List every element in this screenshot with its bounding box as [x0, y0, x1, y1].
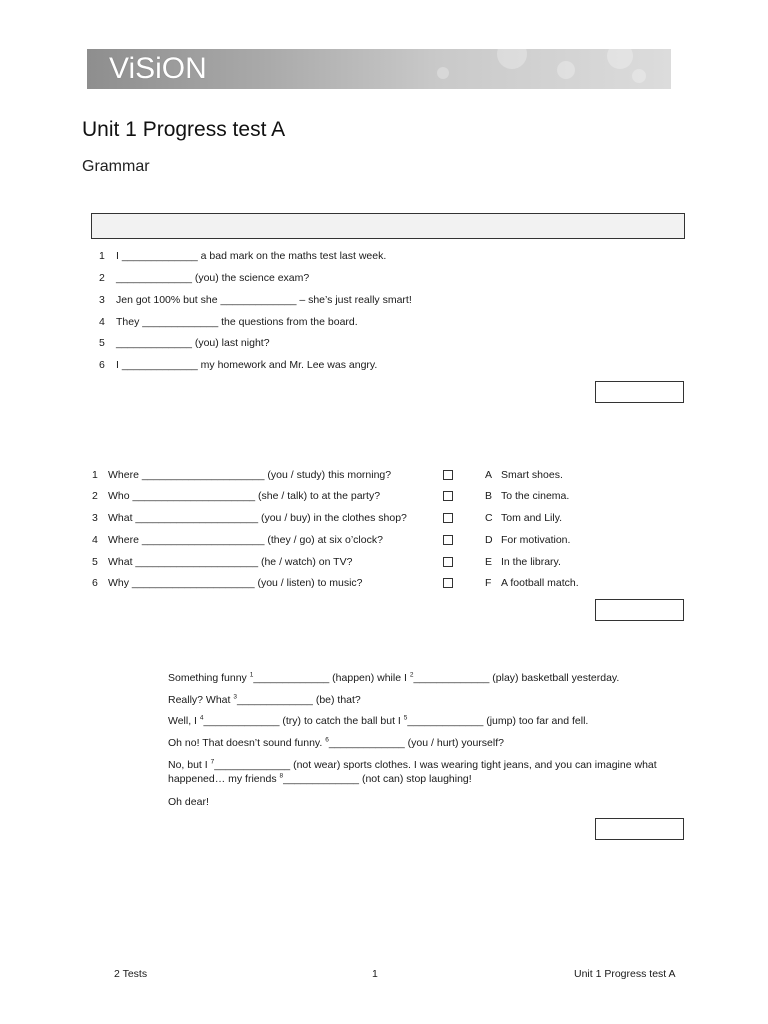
exercise-1-item: _____________ (you) last night? — [116, 337, 270, 349]
question-number: 4 — [92, 534, 98, 546]
answer-letter: A — [485, 469, 493, 481]
instructions-box — [91, 213, 685, 239]
exercise-2-question: Why _____________________ (you / listen) to music? — [108, 577, 363, 589]
dialogue-line: Really? What $^3$_____________ (be) that? — [168, 693, 361, 706]
header-banner — [87, 49, 671, 89]
question-number: 5 — [92, 556, 98, 568]
item-number: 5 — [99, 337, 105, 349]
score-box[interactable] — [595, 381, 684, 403]
answer-checkbox[interactable] — [443, 491, 453, 501]
exercise-2-question: Where _____________________ (you / study) this morning? — [108, 469, 392, 481]
page-title: Unit 1 Progress test A — [82, 118, 286, 141]
score-box[interactable] — [595, 599, 684, 621]
answer-option: Smart shoes. — [501, 469, 563, 481]
question-number: 3 — [92, 512, 98, 524]
exercise-1-item: They _____________ the questions from the board. — [116, 316, 358, 328]
exercise-2-question: Where _____________________ (they / go) at six o’clock? — [108, 534, 383, 546]
page-number: 1 — [372, 968, 378, 980]
answer-option: Tom and Lily. — [501, 512, 563, 524]
exercise-2-question: Who _____________________ (she / talk) to at the party? — [108, 490, 381, 502]
exercise-2-question: What _____________________ (he / watch) on TV? — [108, 556, 353, 568]
answer-checkbox[interactable] — [443, 535, 453, 545]
answer-option: To the cinema. — [501, 490, 570, 502]
answer-checkbox[interactable] — [443, 470, 453, 480]
exercise-1-item: I _____________ a bad mark on the maths test last week. — [116, 250, 387, 262]
footer-right: Unit 1 Progress test A — [574, 968, 676, 980]
answer-letter: D — [485, 534, 493, 546]
exercise-2-question: What _____________________ (you / buy) in the clothes shop? — [108, 512, 407, 524]
exercise-1-item: _____________ (you) the science exam? — [116, 272, 310, 284]
footer-left: 2 Tests — [114, 968, 148, 980]
answer-option: A football match. — [501, 577, 579, 589]
dialogue-line: Oh dear! — [168, 796, 209, 808]
exercise-1-item: I _____________ my homework and Mr. Lee was angry. — [116, 359, 378, 371]
item-number: 3 — [99, 294, 105, 306]
dialogue-line: No, but I $^7$_____________ (not wear) sports clothes. I was wearing tight jeans, and you can imagine what — [168, 758, 657, 771]
dialogue-line: happened… my friends $^8$_____________ (not can) stop laughing! — [168, 772, 472, 785]
section-heading: Grammar — [82, 158, 150, 175]
question-number: 2 — [92, 490, 98, 502]
answer-checkbox[interactable] — [443, 557, 453, 567]
item-number: 6 — [99, 359, 105, 371]
answer-option: In the library. — [501, 556, 561, 568]
vision-logo: ViSiON — [109, 52, 207, 85]
answer-option: For motivation. — [501, 534, 571, 546]
answer-letter: F — [485, 577, 492, 589]
answer-letter: C — [485, 512, 493, 524]
question-number: 1 — [92, 469, 98, 481]
question-number: 6 — [92, 577, 98, 589]
dialogue-line: Oh no! That doesn’t sound funny. $^6$_____________ (you / hurt) yourself? — [168, 736, 504, 749]
answer-letter: E — [485, 556, 493, 568]
item-number: 1 — [99, 250, 105, 262]
answer-letter: B — [485, 490, 493, 502]
dialogue-line: Something funny $^1$_____________ (happen) while I $^2$_____________ (play) basketball yesterday. — [168, 671, 620, 684]
answer-checkbox[interactable] — [443, 578, 453, 588]
exercise-1-item: Jen got 100% but she _____________ – she’s just really smart! — [116, 294, 412, 306]
answer-checkbox[interactable] — [443, 513, 453, 523]
item-number: 4 — [99, 316, 105, 328]
dialogue-line: Well, I $^4$_____________ (try) to catch the ball but I $^5$_____________ (jump) too far and fell. — [168, 714, 589, 727]
item-number: 2 — [99, 272, 105, 284]
score-box[interactable] — [595, 818, 684, 840]
